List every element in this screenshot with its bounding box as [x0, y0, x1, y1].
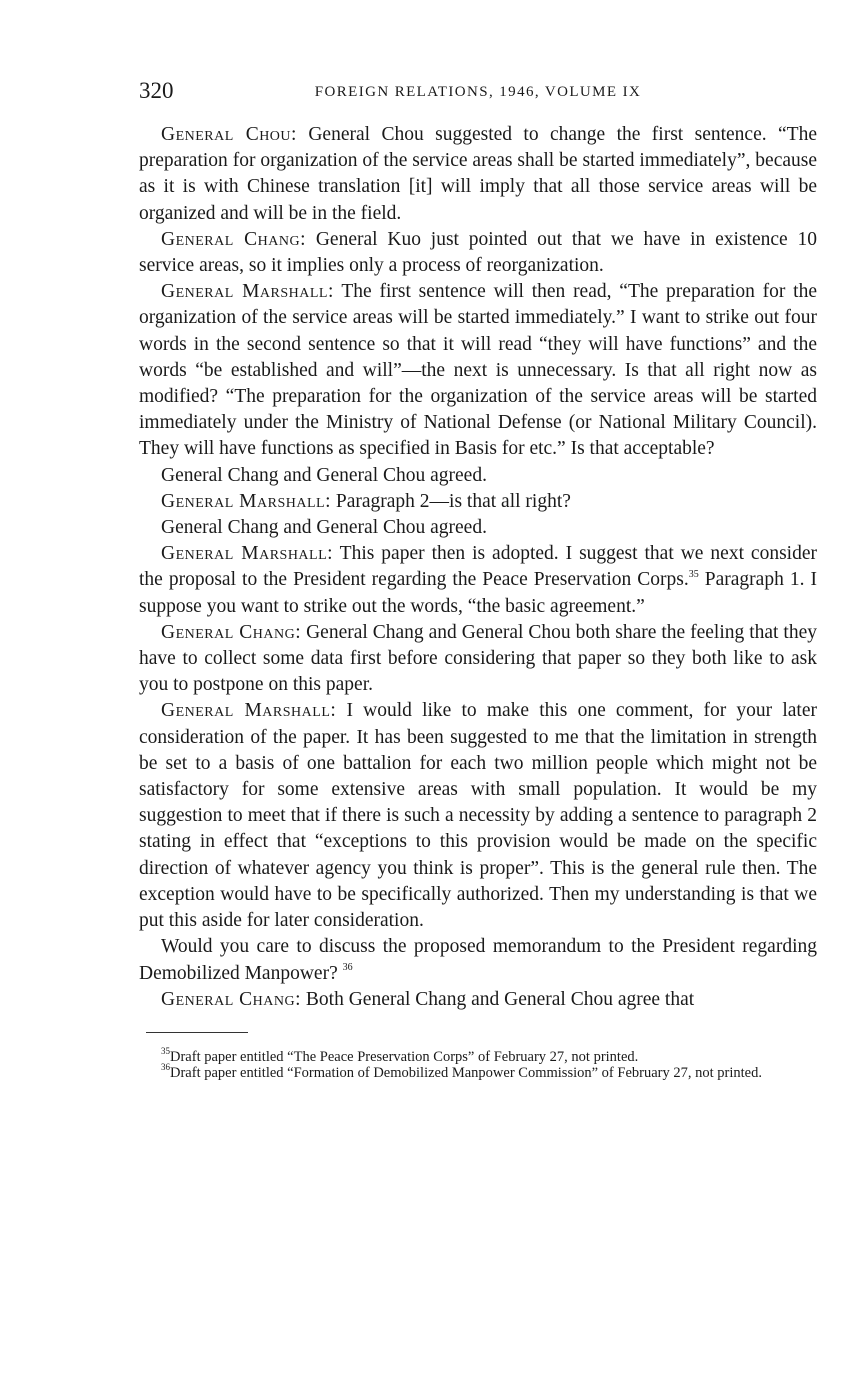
paragraph-text-continued: Paragraph 1. I suppose you want to strike out the words, “the basic agreement.” — [139, 569, 818, 617]
paragraph — [139, 279, 817, 462]
paragraph — [139, 541, 817, 620]
speaker-label: General Chang: — [161, 621, 302, 643]
page-number: 320 — [139, 78, 174, 103]
paragraph — [139, 463, 817, 489]
footnote-divider — [146, 1032, 248, 1033]
footnotes — [139, 1046, 817, 1081]
paragraph — [139, 620, 817, 699]
paragraph-text: General Kuo just pointed out that we have in existence 10 service areas, so it implies only a process of reorganization. — [139, 228, 817, 277]
speaker-label: General Marshall: — [161, 490, 331, 512]
paragraph-text: I would like to make this one comment, for your later consideration of the paper. It has been suggested to me that the limitation in strength be set to a basis of one battalion for each two million people which might not be satisfactory for some extensive areas with small population. It would be my suggestion to meet that if there is such a necessity by adding a sentence to paragraph 2 stating in effect that “exceptions to this provision would be made on the specific direction of whatever agency you think is proper”. This is the general rule then. The exception would have to be specifically authorized. Then my understanding is that we put this aside for later consideration. — [139, 700, 817, 932]
paragraph-text: Would you care to discuss the proposed memorandum to the President regarding Demobilized Manpower? — [139, 936, 817, 984]
speaker-label: General Marshall: — [161, 543, 334, 565]
footnote-mark: 36 — [161, 1062, 170, 1073]
paragraph — [139, 227, 817, 279]
speaker-label: General Chou: — [161, 124, 297, 145]
paragraph — [139, 987, 817, 1013]
paragraph — [139, 934, 817, 986]
document-page — [139, 78, 817, 1081]
paragraph-text: Paragraph 2—is that all right? — [331, 490, 571, 512]
running-head — [139, 78, 817, 112]
paragraph-text: General Chang and General Chou agreed. — [161, 517, 487, 539]
paragraph-text: General Chang and General Chou both share the feeling that they have to collect some data first before considering that paper so they both like to ask you to postpone on this paper. — [139, 621, 817, 696]
footnote-ref[interactable]: 36 — [342, 962, 353, 973]
footnote-text: Draft paper entitled “The Peace Preservation Corps” of February 27, not printed. — [170, 1048, 639, 1065]
speaker-label: General Marshall: — [161, 281, 334, 303]
paragraph-text: Both General Chang and General Chou agree that — [301, 988, 695, 1010]
speaker-label: General Chang: — [161, 228, 306, 250]
paragraph-text: General Chang and General Chou agreed. — [161, 464, 487, 486]
paragraph — [139, 489, 817, 515]
paragraph — [139, 698, 817, 934]
paragraph-text: This paper then is adopted. I suggest that we next consider the proposal to the President regarding the Peace Preservation Corps. — [139, 543, 817, 591]
paragraph — [139, 515, 817, 541]
footnote-text: Draft paper entitled “Formation of Demobilized Manpower Commission” of February 27, not printed. — [170, 1064, 762, 1081]
footnote — [139, 1046, 817, 1065]
paragraph-text: The first sentence will then read, “The preparation for the organization of the service areas will be started immediately.” I want to strike out four words in the second sentence so that it will read “they will have functions” and the words “be established and will”—the next is unnecessary. Is that all right now as modified? “The preparation for the organization of the service areas will be started immediately under the Ministry of National Defense (or National Military Council). They will have functions as specified in Basis for etc.” Is that acceptable? — [139, 281, 817, 460]
speaker-label: General Marshall: — [161, 700, 337, 722]
footnote-ref[interactable]: 35 — [688, 568, 699, 580]
paragraph — [139, 122, 817, 227]
paragraph-text: General Chou suggested to change the first sentence. “The preparation for organization of the service areas shall be started immediately”, because as it is with Chinese translation [it] will imply that all those service areas will be organized and will be in the field. — [139, 124, 817, 224]
footnote-mark: 35 — [161, 1046, 170, 1057]
body-text — [139, 122, 817, 1013]
running-title: FOREIGN RELATIONS, 1946, VOLUME IX — [314, 84, 642, 100]
footnote — [139, 1062, 817, 1081]
speaker-label: General Chang: — [161, 988, 302, 1010]
